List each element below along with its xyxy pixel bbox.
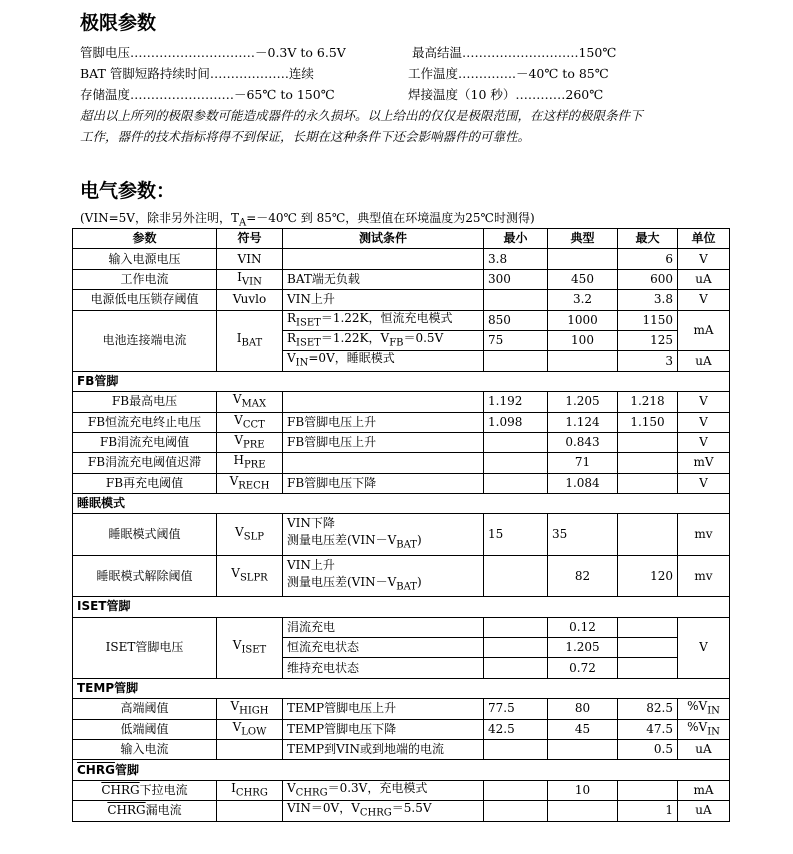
table-row: 维持充电状态 0.72 (73, 658, 730, 678)
table-row: FB涓流充电阈值迟滞 $H_{PRE}$ 71 mV (73, 453, 730, 473)
header-param: 参数 (73, 229, 217, 249)
table-row: FB最高电压 $V_{MAX}$ 1.192 1.205 1.218 V (73, 392, 730, 412)
section-row-sleep: 睡眠模式 (73, 494, 730, 514)
bat-short-line: BAT 管脚短路持续时间……………….连续 (80, 66, 314, 81)
table-row: 电池连接端电流 $I_{BAT}$ $R_{ISET}=1.22K$，恒流充电模式 850 1000 1150 mA (73, 310, 730, 330)
table-row: 电源低电压锁存阈值 Vuvlo VIN上升 3.2 3.8 V (73, 290, 730, 310)
header-min: 最小 (484, 229, 548, 249)
table-row: FB再充电阈值 $V_{RECH}$ FB管脚电压下降 1.084 V (73, 473, 730, 493)
section-row-fb: FB管脚 (73, 371, 730, 391)
table-row: 恒流充电状态 1.205 (73, 638, 730, 658)
storage-temp-line: 存储温度………………….…－65℃ to 150℃ (80, 87, 335, 102)
table-row: 输入电源电压 VIN 3.8 6 V (73, 249, 730, 269)
table-row: ISET管脚电压 $V_{ISET}$ 涓流充电 0.12 V (73, 617, 730, 637)
max-junction-line: 最高结温……………………….150℃ (412, 45, 617, 60)
table-row: 高端阈值 $V_{HIGH}$ TEMP管脚电压上升 77.5 80 82.5 $\%V_{IN}$ (73, 699, 730, 719)
electrical-params-table (72, 228, 730, 822)
table-row: FB涓流充电阈值 $V_{PRE}$ FB管脚电压上升 0.843 V (73, 432, 730, 452)
table-row: 睡眠模式解除阈值 $V_{SLPR}$ VIN上升 测量电压差$(VIN-V_{BAT})$ 82 120 mv (73, 555, 730, 596)
table-row: 输入电流 TEMP到VIN或到地端的电流 0.5 uA (73, 739, 730, 759)
pin-voltage-line: 管脚电压…………………………－0.3V to 6.5V (80, 45, 346, 60)
section-row-temp: TEMP管脚 (73, 678, 730, 698)
header-typ: 典型 (548, 229, 618, 249)
electrical-title: 电气参数： (80, 180, 176, 202)
limits-title: 极限参数 (80, 12, 157, 34)
table-row: 睡眠模式阈值 $V_{SLP}$ VIN下降 测量电压差$(VIN-V_{BAT})$ 15 35 mv (73, 514, 730, 555)
header-symbol: 符号 (217, 229, 283, 249)
header-cond: 测试条件 (283, 229, 484, 249)
table-row: 工作电流 $I_{VIN}$ BAT端无负载 300 450 600 uA (73, 269, 730, 289)
header-max: 最大 (618, 229, 678, 249)
section-row-iset: ISET管脚 (73, 597, 730, 617)
table-header-row (73, 229, 730, 249)
table-row: $V_{IN}=0V$，睡眠模式 3 uA (73, 351, 730, 371)
warning-line-2: 工作，器件的技术指标将得不到保证，长期在这种条件下还会影响器件的可靠性。 (80, 129, 531, 144)
table-row: $R_{ISET}=1.22K$，$V_{FB}=0.5V$ 75 100 125 (73, 330, 730, 350)
warning-line-1: 超出以上所列的极限参数可能造成器件的永久损坏。以上给出的仅仅是极限范围，在这样的极限条件下 (80, 108, 643, 123)
table-row: 低端阈值 $V_{LOW}$ TEMP管脚电压下降 42.5 45 47.5 $\%V_{IN}$ (73, 719, 730, 739)
conditions-note: (VIN=5V，除非另外注明，$T_A=-40℃$ 到 85℃，典型值在环境温度为25℃时测得) (80, 211, 535, 229)
operating-temp-line: 工作温度…………..－40℃ to 85℃ (408, 66, 609, 81)
table-row: CHRG漏电流 VIN＝0V，$V_{CHRG}=5.5V$ 1 uA (73, 801, 730, 821)
section-row-chrg: CHRG管脚 (73, 760, 730, 780)
table-row: FB恒流充电终止电压 $V_{CCT}$ FB管脚电压上升 1.098 1.124 1.150 V (73, 412, 730, 432)
header-unit: 单位 (678, 229, 730, 249)
solder-temp-line: 焊接温度（10 秒）…………260℃ (408, 87, 604, 102)
table-row: CHRG下拉电流 $I_{CHRG}$ $V_{CHRG}=0.3V$，充电模式 10 mA (73, 780, 730, 800)
